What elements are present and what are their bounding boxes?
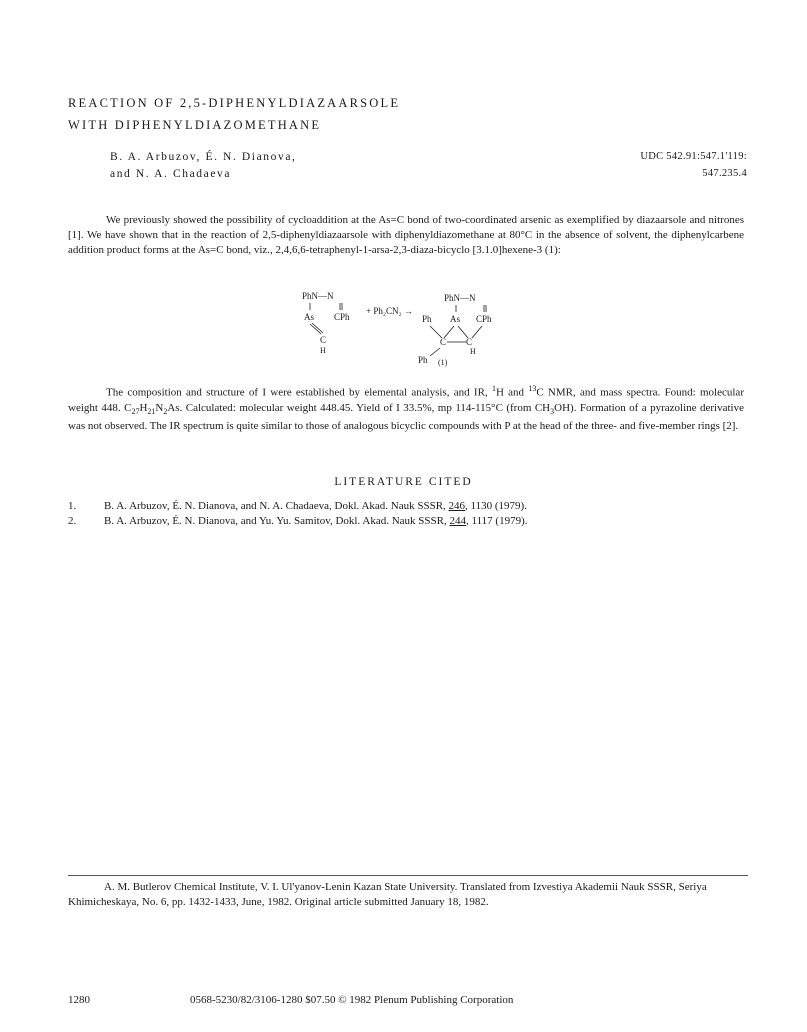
copyright-line: 0568-5230/82/3106-1280 $07.50 © 1982 Plenum Publishing Corporation (190, 994, 514, 1006)
composition-paragraph (68, 381, 744, 434)
scheme-left-cph: CPh (334, 312, 350, 322)
footnote-divider (68, 875, 748, 876)
reaction-scheme (290, 288, 530, 368)
scheme-compound-label: (1) (438, 358, 448, 367)
article-title-line-2: WITH DIPHENYLDIAZOMETHANE (68, 118, 322, 132)
scheme-left-bond-3a (310, 324, 321, 334)
reference-text: B. A. Arbuzov, É. N. Dianova, and N. A. Chadaeva, Dokl. Akad. Nauk SSSR, 246, 1130 (1979). (104, 500, 527, 512)
scheme-right-as: As (450, 314, 461, 324)
page-number: 1280 (68, 994, 90, 1006)
scheme-left-c: C (320, 335, 327, 345)
scheme-right-cph: CPh (476, 314, 492, 324)
scheme-right-c1: C (440, 337, 447, 347)
scheme-right-bond-8 (430, 348, 440, 356)
scheme-left-phn-n: PhN—N (302, 291, 334, 301)
scheme-right-h: H (470, 347, 476, 356)
reference-text: B. A. Arbuzov, É. N. Dianova, and Yu. Yu. Samitov, Dokl. Akad. Nauk SSSR, 244, 1117 (1979). (104, 515, 528, 527)
article-title-line-1: REACTION OF 2,5-DIPHENYLDIAZAARSOLE (68, 96, 401, 110)
composition-text: The composition and structure of I were established by elemental analysis, and IR, $^1$H and $^{13}$C NMR, and mass spectra. Found: molecular weight 448. $C_{27}H_{21}N_2As$. Calculated: molecular weight 448.45. Yield of I 33.5%, mp 114-115°C (from $CH_3OH$). Formation of a pyrazoline derivative was not observed. The IR spectrum is quite similar to those of analogous bicyclic compounds with P at the head of the three- and five-member rings [2]. (68, 384, 744, 432)
introduction-paragraph (68, 213, 744, 258)
scheme-left-as: As (304, 312, 315, 322)
scheme-right-phn-n: PhN—N (444, 293, 476, 303)
reference-item (68, 514, 758, 529)
udc-line-2: 547.235.4 (702, 168, 747, 179)
scheme-reagent: + Ph₂CN₂ → (366, 306, 413, 316)
authors-line-1: B. A. Arbuzov, É. N. Dianova, (110, 151, 297, 163)
reference-item (68, 499, 758, 514)
reference-number: 2. (68, 515, 77, 527)
references-list (68, 499, 758, 529)
introduction-text: We previously showed the possibility of cycloaddition at the As=C bond of two-coordinated arsenic as exemplified by diazaarsole and nitrones [1]. We have shown that in the reaction of 2,5-diphenyldiazaarsole with diphenyldiazomethane at 80°C in the absence of solvent, the diphenylcarbene addition product forms at the As=C bond, viz., 2,4,6,6-tetraphenyl-1-arsa-2,3-diaza-bicyclo [3.1.0]hexene-3 (1): (68, 214, 744, 256)
scheme-right-bond-6 (472, 326, 482, 338)
reference-number: 1. (68, 500, 77, 512)
scheme-right-c2: C (466, 337, 473, 347)
udc-line-1: UDC 542.91:547.1'119: (640, 151, 747, 162)
authors-line-2: and N. A. Chadaeva (110, 168, 232, 180)
scheme-left-h: H (320, 346, 326, 355)
scheme-right-ph: Ph (422, 314, 432, 324)
footnote-text: A. M. Butlerov Chemical Institute, V. I. Ul'yanov-Lenin Kazan State University. Translated from Izvestiya Akademii Nauk SSSR, Seriya Khimicheskaya, No. 6, pp. 1432-1433, June, 1982. Original article submitted January 18, 1982. (68, 881, 707, 908)
scheme-left-bond-3b (312, 323, 323, 333)
literature-heading: LITERATURE CITED (334, 476, 473, 488)
scheme-right-ph-2: Ph (418, 355, 428, 365)
footnote (68, 880, 748, 910)
